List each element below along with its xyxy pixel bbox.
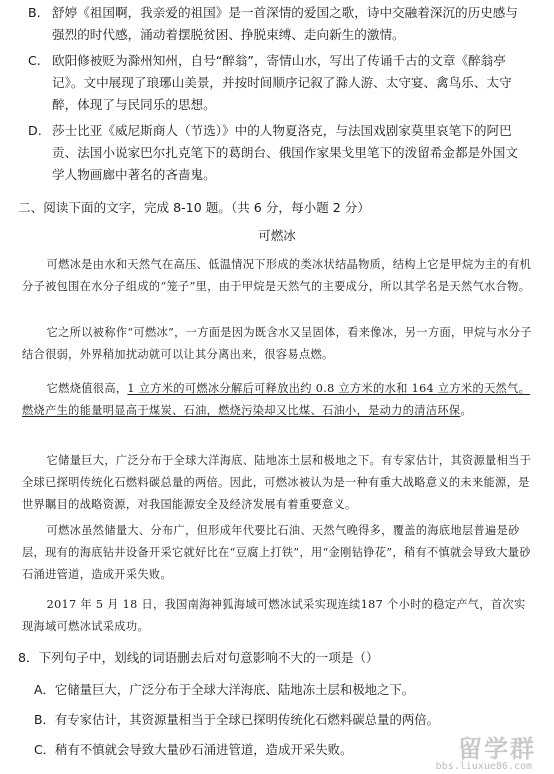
option-letter: B. (28, 5, 41, 20)
paragraph-1: 可燃冰是由水和天然气在高压、低温情况下形成的类冰状结晶物质，结构上它是甲烷为主的有机分子被包围在水分子组成的“笼子”里，由于甲烷是天然气的主要成分，所以其学名是天然气水合物。 (22, 258, 532, 293)
paragraph-6: 2017 年 5 月 18 日，我国南海神狐海域可燃冰试采实现连续187 个小时的稳定产气，首次实现海域可燃冰试采成功。 (22, 598, 526, 633)
paragraph-4: 它储量巨大，广泛分布于全球大洋海底、陆地冻土层和极地之下。有专家估计，其资源量相当于全球已探明传统化石燃料碳总量的两倍。因此，可燃冰被认为是一种有重大战略意义的未来能源，是世界瞩目的战略资源，对我国能源安全及经济发展有着重要意义。 (22, 454, 532, 511)
option-text: 舒婷《祖国啊，我亲爱的祖国》是一首深情的爱国之歌，诗中交融着深沉的历史感与强烈的时代感，涌动着摆脱贫困、挣脱束缚、走向新生的激情。 (52, 5, 518, 42)
choice-label: A． (34, 682, 55, 697)
article-title: 可燃冰 (258, 228, 296, 243)
section-heading: 二、阅读下面的文字，完成 8-10 题。（共 6 分，每小题 2 分） (18, 200, 370, 215)
paragraph-5: 可燃冰虽然储量大、分布广，但形成年代要比石油、天然气晚得多，覆盖的海底地层普遍是砂层，现有的海底钻井设备开采它就好比在“豆腐上打铁”，用“金刚钻铮花”，稍有不慎就会导致大量砂石涌进管道，造成开采失败。 (22, 524, 531, 581)
option-d (28, 120, 528, 186)
watermark-logo: 留学群 (458, 735, 536, 763)
paragraph-3-end: 。 (460, 404, 472, 417)
option-c (28, 50, 528, 116)
choice-label: C． (34, 742, 56, 757)
question-stem: 8．下列句子中，划线的词语删去后对句意影响不大的一项是（） (18, 650, 379, 665)
option-b (28, 2, 528, 46)
choice-text: 有专家估计，其资源量相当于全球已探明传统化石燃料碳总量的两倍。 (54, 712, 440, 727)
watermark-url: bbs.liuxue86.com (435, 761, 532, 772)
choice-b (34, 710, 534, 730)
option-letter: C. (28, 53, 41, 68)
paragraph-3-lead: 它燃烧值很高， (46, 382, 128, 395)
paragraph-2: 它之所以被称作“可燃冰”，一方面是因为既含水又呈固体，看来像冰，另一方面，甲烷与水分子结合很弱，外界稍加扰动就可以让其分离出来，很容易点燃。 (22, 326, 532, 361)
option-text: 欧阳修被贬为滁州知州，自号“醉翁”，寄情山水，写出了传诵千古的文章《醉翁亭记》。文中展现了琅琊山美景，并按时间顺序记叙了滁人游、太守宴、禽鸟乐、太守醉，体现了与民同乐的思想。 (52, 53, 512, 112)
choice-text: 它储量巨大，广泛分布于全球大洋海底、陆地冻土层和极地之下。 (54, 682, 415, 697)
choice-text: 稍有不慎就会导致大量砂石涌进管道，造成开采失败。 (55, 742, 353, 757)
option-letter: D. (28, 123, 42, 138)
paragraph-3 (22, 378, 532, 422)
choice-label: B． (34, 712, 55, 727)
option-text: 莎士比亚《威尼斯商人（节选）》中的人物夏洛克，与法国戏剧家莫里哀笔下的阿巴贡、法国小说家巴尔扎克笔下的葛朗台、俄国作家果戈里笔下的泼留希金都是外国文学人物画廊中著名的吝啬鬼。 (52, 123, 518, 182)
choice-a (34, 680, 534, 700)
underlined-sentence: 1 立方米的可燃冰分解后可释放出约 0.8 立方米的水和 164 立方米的天然气。燃烧产生的能量明显高于煤炭、石油，燃烧污染却又比煤、石油小，是动力的清洁环保 (22, 382, 531, 417)
